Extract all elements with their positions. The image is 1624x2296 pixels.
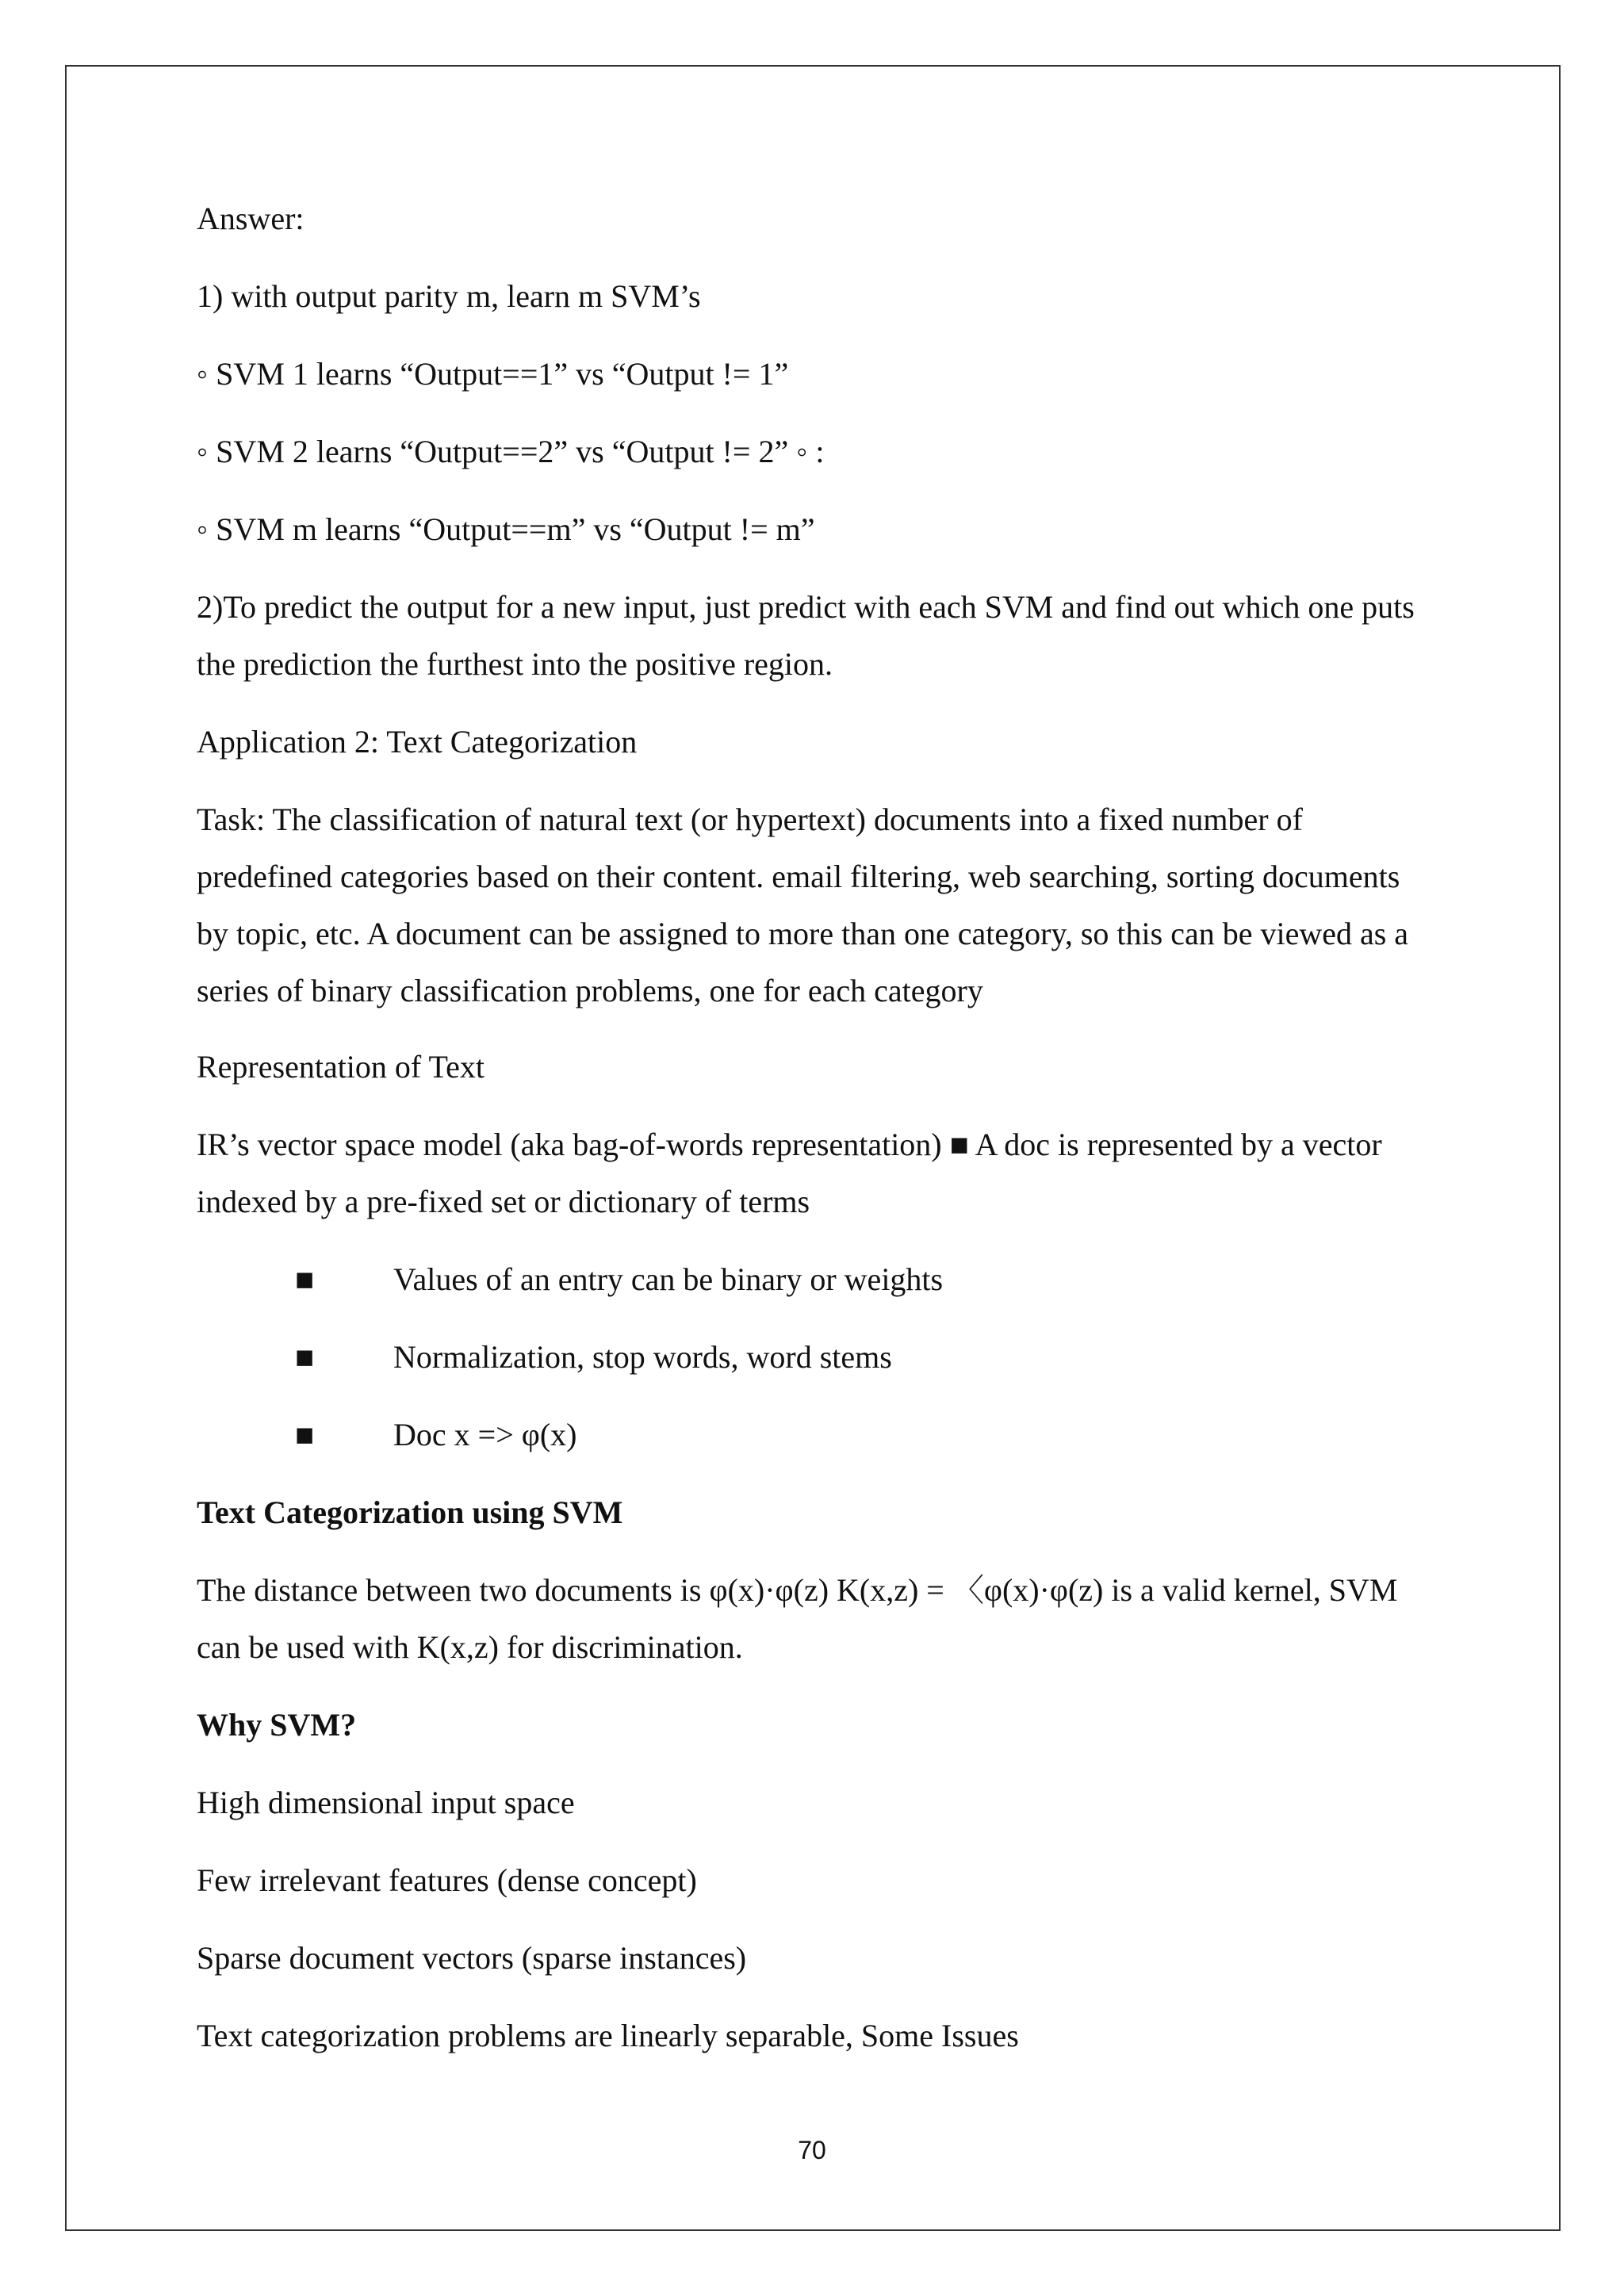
application-heading: Application 2: Text Categorization — [197, 724, 638, 760]
ir-paragraph: IR’s vector space model (aka bag-of-words representation) ■ A doc is represented by a vector indexed by a pre-fixed set or dictionary of terms — [197, 1127, 1382, 1219]
why-item: Text categorization problems are linearly separable, Some Issues — [197, 2018, 1019, 2053]
why-item: High dimensional input space — [197, 1785, 575, 1820]
why-svm-heading: Why SVM? — [197, 1707, 357, 1743]
why-item: Sparse document vectors (sparse instances) — [197, 1940, 747, 1976]
page-number: 70 — [798, 2136, 826, 2164]
svm-item-m: ◦ SVM m learns “Output==m” vs “Output != m” — [197, 511, 815, 547]
answer-heading: Answer: — [197, 201, 304, 236]
why-item: Few irrelevant features (dense concept) — [197, 1862, 697, 1898]
bullet-text: Doc x => φ(x) — [393, 1417, 577, 1452]
representation-heading: Representation of Text — [197, 1049, 485, 1085]
square-bullet-icon: ■ — [295, 1417, 315, 1452]
distance-paragraph: The distance between two documents is φ(x)·φ(z) K(x,z) = 〈φ(x)·φ(z) is a valid kernel, SVM can be used with K(x,z) for discrimination. — [197, 1572, 1398, 1665]
task-paragraph: Task: The classification of natural text (or hypertext) documents into a fixed number of predefined categories based on their content. email filtering, web searching, sorting documents by topic, etc. A document can be assigned to more than one category, so this can be viewed as a series of binary classification problems, one for each category — [197, 802, 1409, 1008]
square-bullet-icon: ■ — [295, 1339, 315, 1375]
text-categorization-svm-heading: Text Categorization using SVM — [197, 1494, 623, 1530]
point-1-intro: 1) with output parity m, learn m SVM’s — [197, 278, 701, 314]
square-bullet-icon: ■ — [295, 1261, 315, 1297]
bullet-text: Normalization, stop words, word stems — [393, 1339, 892, 1375]
svm-item-1: ◦ SVM 1 learns “Output==1” vs “Output != 1” — [197, 356, 789, 392]
svm-item-2: ◦ SVM 2 learns “Output==2” vs “Output != 2” ◦ : — [197, 434, 825, 469]
point-2-paragraph: 2)To predict the output for a new input, just predict with each SVM and find out which one puts the prediction the furthest into the positive region. — [197, 589, 1415, 682]
bullet-text: Values of an entry can be binary or weights — [393, 1261, 944, 1297]
